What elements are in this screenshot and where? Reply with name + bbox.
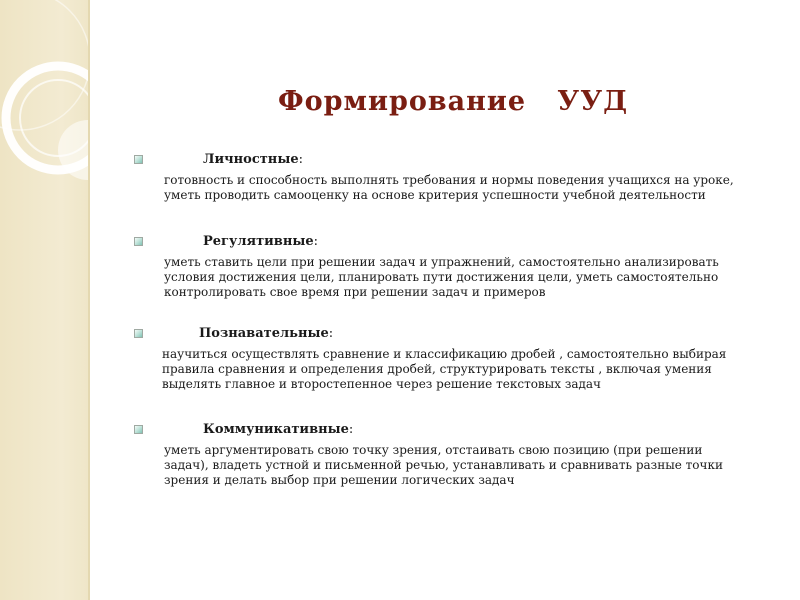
- section-text: уметь ставить цели при решении задач и упражнений, самостоятельно анализировать условия достижения цели, планировать пути достижения цели, уметь самостоятельно контролировать свое время при решении задач и примеров: [164, 255, 719, 299]
- square-bullet-icon: [134, 237, 143, 246]
- heading-colon: :: [313, 233, 319, 249]
- heading-colon: :: [328, 325, 334, 341]
- heading-colon: :: [348, 421, 354, 437]
- section-heading-row: [134, 324, 774, 342]
- section-personal: [134, 150, 774, 203]
- heading-label: Регулятивные: [203, 233, 314, 249]
- side-band-divider: [88, 0, 90, 600]
- section-heading: [203, 152, 303, 167]
- heading-label: Познавательные: [199, 325, 329, 341]
- section-cognitive: [134, 324, 774, 392]
- heading-label: Коммуникативные: [203, 421, 349, 437]
- section-text: готовность и способность выполнять требования и нормы поведения учащихся на уроке, уметь проводить самооценку на основе критерия успешности учебной деятельности: [164, 173, 734, 202]
- section-text: научиться осуществлять сравнение и классификацию дробей , самостоятельно выбирая правила сравнения и определения дробей, структурировать тексты , включая умения выделять главное и второстепенное через решение текстовых задач: [162, 347, 727, 391]
- section-heading: [203, 234, 318, 249]
- section-communicative: [134, 420, 774, 488]
- decorative-circles-icon: [0, 0, 88, 600]
- section-regulatory: [134, 232, 774, 300]
- slide-title: Формирование УУД: [278, 86, 629, 117]
- section-heading-row: [134, 420, 774, 438]
- section-text: уметь аргументировать свою точку зрения, отстаивать свою позицию (при решении задач), владеть устной и письменной речью, устанавливать и сравнивать разные точки зрения и делать выбор при решении логических задач: [164, 443, 723, 487]
- decorative-side-band: [0, 0, 88, 600]
- square-bullet-icon: [134, 329, 143, 338]
- section-heading-row: [134, 150, 774, 168]
- square-bullet-icon: [134, 425, 143, 434]
- square-bullet-icon: [134, 155, 143, 164]
- heading-label: Личностные: [203, 151, 299, 167]
- section-heading: [199, 326, 333, 341]
- section-heading: [203, 422, 353, 437]
- section-heading-row: [134, 232, 774, 250]
- heading-colon: :: [298, 151, 304, 167]
